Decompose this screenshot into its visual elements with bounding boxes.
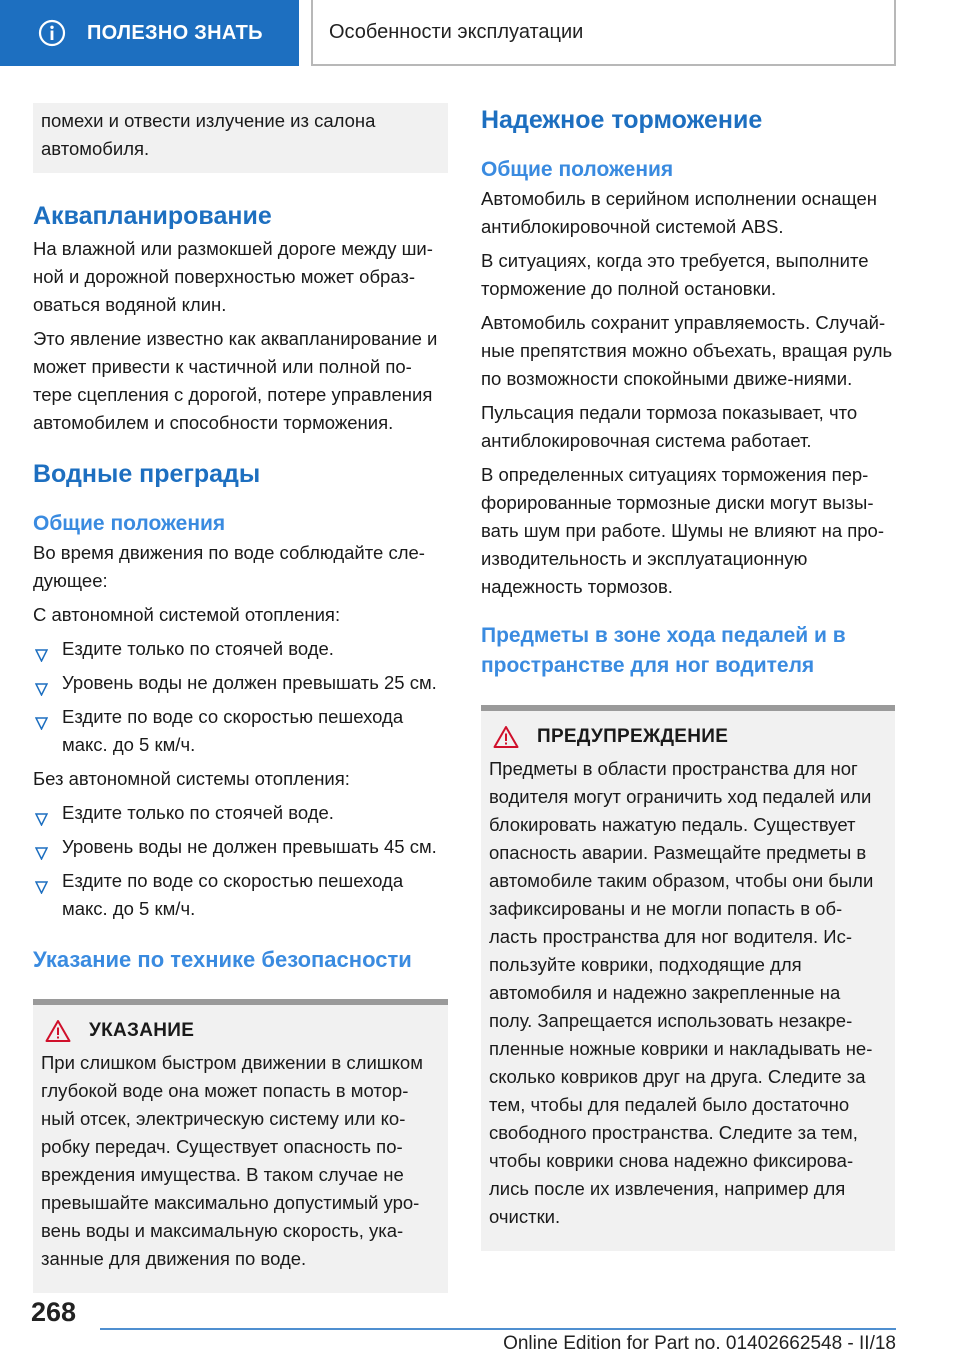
heading-braking: Надежное торможение [481,106,763,134]
notice-title: УКАЗАНИЕ [89,1020,195,1041]
braking-paragraph: Автомобиль в серийном исполнении оснащен антиблокировочной системой ABS. [481,188,878,237]
list-item: Ездите по воде со скоростью пешехода макс. до 5 км/ч. [33,703,448,759]
list-item: Уровень воды не должен превышать 25 см. [33,669,448,697]
triangle-bullet-icon [35,710,48,723]
list-item: Уровень воды не должен превышать 45 см. [33,833,448,861]
triangle-bullet-icon [35,874,48,887]
warning-text: Предметы в области пространства для ног водителя могут ограничить ход педалей или блокировать нажатую педаль. Существует опасность аварии. Размещайте предметы в автомобиле таким образом, чтобы они были зафиксированы и не могли попасть в об-ласть пространства для ног водителя. Ис-пользуйте коврики, подходящие для автомобиля и надежно закрепленные на полу. Запрещается использовать незакре-пленные ножные коврики и накладывать не-сколько ковриков друг на друга. Следите за тем, чтобы для педалей было достаточно свободного пространства. Следите за тем, чтобы коврики снова надежно фиксирова-лись после их извлечения, например для очистки. [489,758,874,1227]
notice-box [33,999,448,1293]
info-icon [38,19,66,47]
notice-text: При слишком быстром движении в слишком глубокой воде она может попасть в мотор-ный отсек, электрическую систему или ко-робку передач. Существует опасность по-вреждения имущества. В таком случае не превышайте максимально допустимый уро-вень воды и максимальную скорость, ука-занные для движения по воде. [41,1052,423,1269]
heading-safety: Указание по технике безопасности [33,947,412,972]
right-column [481,103,895,1251]
list-item: Ездите только по стоячей воде. [33,635,448,663]
braking-paragraph: Пульсация педали тормоза показывает, что антиблокировочная система работает. [481,402,858,451]
intro-text: помехи и отвести излучение из салона автомобиля. [41,110,376,159]
footer-divider [100,1328,896,1330]
braking-paragraph: Автомобиль сохранит управляемость. Случай-ные препятствия можно объехать, вращая руль по возможности спокойными движе-ниями. [481,312,893,389]
aquaplaning-paragraph-2: Это явление известно как аквапланирование и может привести к частичной или полной по-тере сцепления с дорогой, потере управления автомобилем и способности торможения. [33,328,438,433]
triangle-bullet-icon [35,676,48,689]
page-header [0,0,960,66]
intro-box [33,103,448,173]
warning-header [489,725,881,749]
warning-triangle-icon [493,725,519,749]
subheading-braking-general: Общие положения [481,158,674,181]
without-heating-label: Без автономной системы отопления: [33,768,350,789]
heading-pedals: Предметы в зоне хода педалей и в пространстве для ног водителя [481,624,846,677]
water-intro: Во время движения по воде соблюдайте сле-дующее: [33,542,425,591]
section-tab [0,0,299,66]
warning-triangle-icon [45,1019,71,1043]
chapter-title: Особенности эксплуатации [311,0,896,66]
edition-text: Online Edition for Part no. 01402662548 - II/18 [503,1333,896,1354]
braking-paragraph: В определенных ситуациях торможения пер-форированные тормозные диски могут вызы-вать шум при работе. Шумы не влияют на про-изводительность и эксплуатационную надежность тормозов. [481,464,884,597]
with-heating-label: С автономной системой отопления: [33,604,341,625]
with-heating-list [33,635,448,759]
left-column [33,103,448,1293]
triangle-bullet-icon [35,806,48,819]
warning-box [481,705,895,1251]
notice-header [41,1019,434,1043]
heading-water: Водные преграды [33,460,261,488]
list-item: Ездите по воде со скоростью пешехода макс. до 5 км/ч. [33,867,448,923]
page-number: 268 [31,1297,77,1327]
list-item: Ездите только по стоячей воде. [33,799,448,827]
warning-title: ПРЕДУПРЕЖДЕНИЕ [537,726,729,747]
without-heating-list [33,799,448,923]
triangle-bullet-icon [35,642,48,655]
aquaplaning-paragraph-1: На влажной или размокшей дороге между ши-ной и дорожной поверхностью может образ-оваться водяной клин. [33,238,433,315]
heading-aquaplaning: Аквапланирование [33,202,272,230]
triangle-bullet-icon [35,840,48,853]
subheading-water-general: Общие положения [33,512,226,535]
section-tab-label: ПОЛЕЗНО ЗНАТЬ [87,21,263,44]
braking-paragraph: В ситуациях, когда это требуется, выполните торможение до полной остановки. [481,250,869,299]
